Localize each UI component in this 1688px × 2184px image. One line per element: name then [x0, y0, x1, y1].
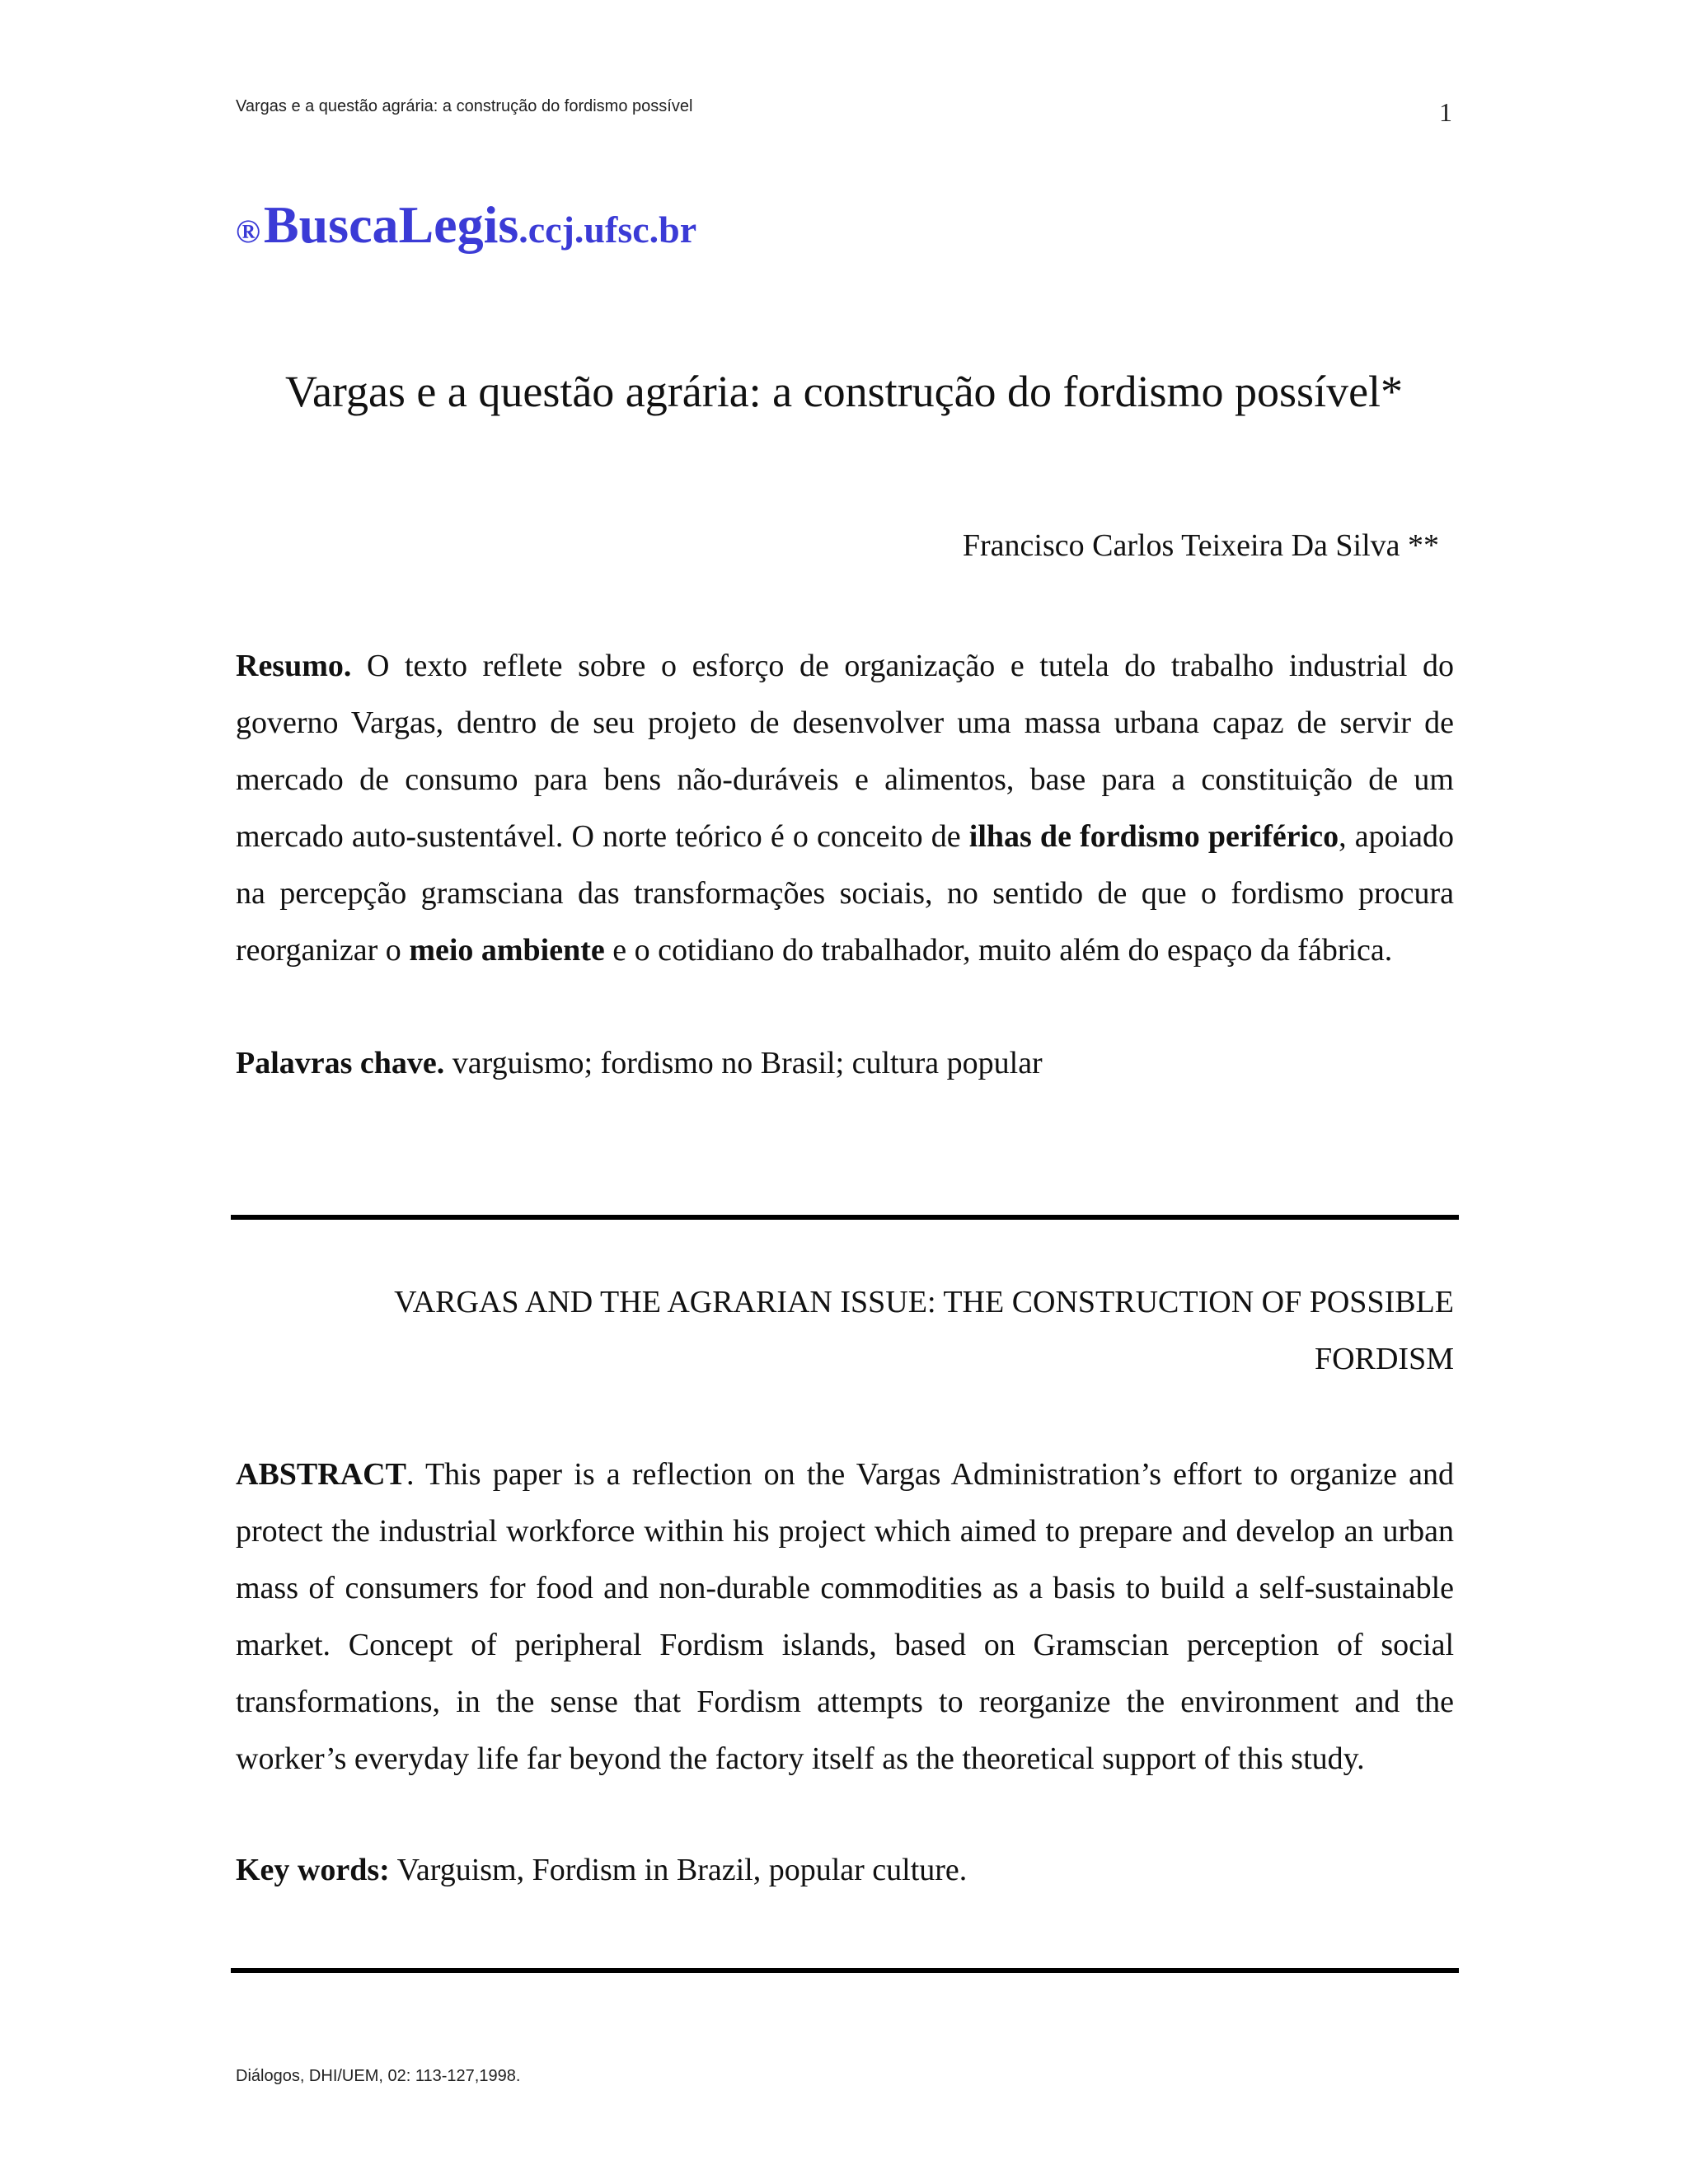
resumo-bold-2: meio ambiente [409, 933, 605, 968]
resumo-text-2: , apoiado na percepção gramsciana das transformações sociais, no sentido de que o fordismo procura reorganizar o [236, 819, 1454, 968]
article-title: Vargas e a questão agrária: a construção do fordismo possível* [284, 367, 1404, 416]
resumo-bold-1: ilhas de fordismo periférico [968, 819, 1339, 854]
resumo-text-3: e o cotidiano do trabalhador, muito além do espaço da fábrica. [604, 933, 1393, 968]
brand-domain: .ccj.ufsc.br [518, 209, 697, 251]
footer-citation: Diálogos, DHI/UEM, 02: 113-127,1998. [236, 2067, 521, 2085]
resumo-label: Resumo. [236, 649, 352, 683]
divider-top [231, 1215, 1459, 1220]
palavras-chave-label: Palavras chave. [236, 1046, 445, 1080]
registered-symbol: ® [236, 213, 260, 250]
brand-logo [236, 194, 696, 255]
palavras-chave [236, 1035, 1043, 1092]
abstract-label: ABSTRACT [236, 1457, 406, 1492]
english-title-line-1: VARGAS AND THE AGRARIAN ISSUE: THE CONSTRUCTION OF POSSIBLE [394, 1285, 1454, 1319]
running-header: Vargas e a questão agrária: a construção do fordismo possível [236, 97, 693, 115]
english-title [321, 1274, 1454, 1388]
key-words [236, 1842, 967, 1899]
key-words-label: Key words: [236, 1853, 390, 1887]
resumo-text-1: O texto reflete sobre o esforço de organização e tutela do trabalho industrial do governo Vargas, dentro de seu projeto de desenvolver uma massa urbana capaz de servir de mercado de consumo para bens não-duráveis e alimentos, base para a constituição de um mercado auto-sustentável. O norte teórico é o conceito de [236, 649, 1454, 854]
divider-bottom [231, 1968, 1459, 1973]
abstract-text: . This paper is a reflection on the Vargas Administration’s effort to organize and protect the industrial workforce within his project which aimed to prepare and develop an urban mass of consumers for food and non-durable commodities as a basis to build a self-sustainable market. Concept of peripheral Fordism islands, based on Gramscian perception of social transformations, in the sense that Fordism attempts to reorganize the environment and the worker’s everyday life far beyond the factory itself as the theoretical support of this study. [236, 1457, 1454, 1776]
key-words-text: Varguism, Fordism in Brazil, popular culture. [389, 1853, 968, 1887]
article-author: Francisco Carlos Teixeira Da Silva ** [962, 528, 1439, 563]
english-title-line-2: FORDISM [1315, 1342, 1454, 1376]
page-number: 1 [1439, 97, 1452, 127]
abstract-paragraph [236, 1446, 1454, 1788]
resumo-paragraph [236, 638, 1454, 979]
brand-name: BuscaLegis [263, 195, 519, 254]
palavras-chave-text: varguismo; fordismo no Brasil; cultura popular [444, 1046, 1043, 1080]
